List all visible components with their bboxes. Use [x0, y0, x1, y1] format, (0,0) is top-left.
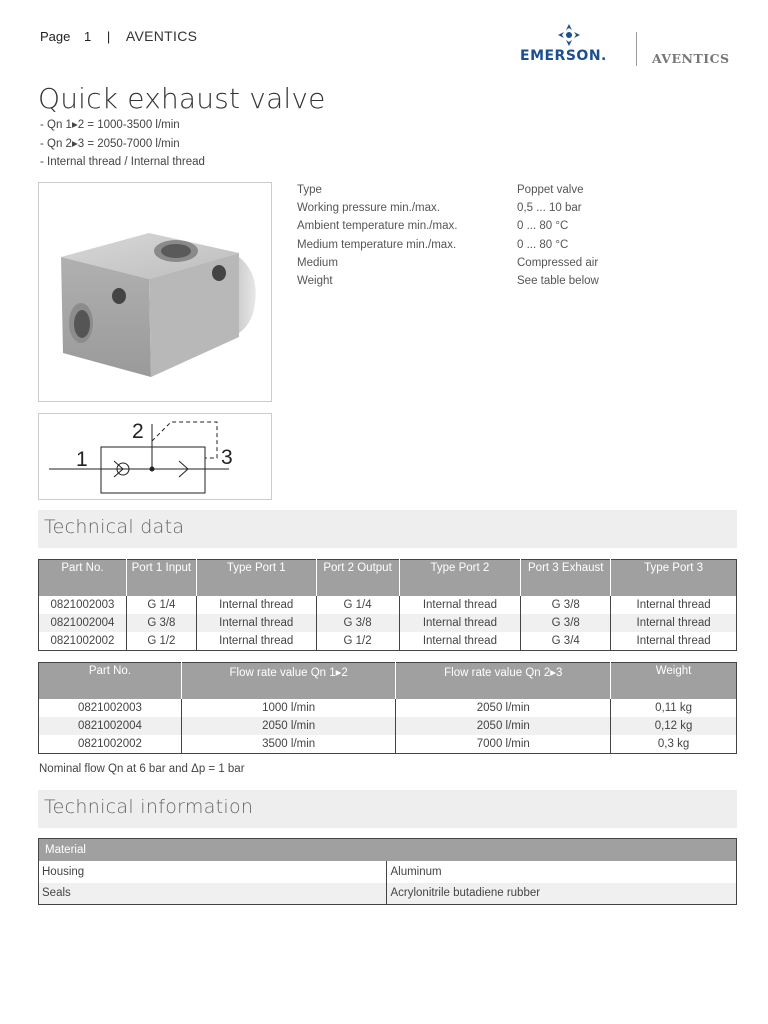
table-cell: Internal thread [611, 614, 737, 632]
column-header: Type Port 3 [611, 560, 737, 596]
quick-exhaust-valve-symbol-icon [39, 414, 271, 499]
table-cell: 1000 l/min [181, 699, 396, 717]
table-row [39, 883, 737, 905]
table-cell: 0,11 kg [611, 699, 737, 717]
spec-label: Medium temperature min./max. [297, 238, 457, 251]
table-cell: 0821002003 [39, 699, 182, 717]
table-cell: G 1/2 [316, 632, 399, 650]
table-cell: G 3/4 [521, 632, 611, 650]
column-header: Part No. [39, 560, 127, 596]
symbol-port-2-label: 2 [132, 420, 144, 443]
table-cell: G 3/8 [521, 596, 611, 614]
page-label: Page [40, 29, 71, 44]
spec-label: Ambient temperature min./max. [297, 220, 458, 233]
spec-value: See table below [517, 274, 599, 287]
emerson-logo-mark-icon [558, 24, 580, 46]
feature-list [40, 116, 205, 172]
section-title: Technical information [44, 796, 254, 818]
table-cell: Aluminum [387, 861, 737, 883]
flow-note: Nominal flow Qn at 6 bar and Δp = 1 bar [39, 763, 245, 775]
column-header: Flow rate value Qn 2▸3 [396, 663, 611, 699]
symbol-port-3-label: 3 [221, 446, 233, 469]
spec-label: Medium [297, 256, 338, 269]
page-title: Quick exhaust valve [38, 82, 326, 115]
pneumatic-symbol [38, 413, 272, 500]
table-row [39, 596, 737, 614]
technical-data-heading [38, 510, 737, 548]
feature-item: - Internal thread / Internal thread [40, 156, 205, 168]
table-cell: 0821002003 [39, 596, 127, 614]
table-header-row [39, 663, 737, 699]
aventics-wordmark: AVENTICS [652, 51, 730, 66]
table-cell: G 3/8 [521, 614, 611, 632]
product-image [38, 182, 272, 402]
table-cell: 0821002004 [39, 717, 182, 735]
table-cell: 2050 l/min [396, 699, 611, 717]
table-cell: G 1/2 [126, 632, 196, 650]
spec-row [297, 275, 717, 293]
spec-row [297, 202, 717, 220]
table-cell: 0,3 kg [611, 735, 737, 753]
feature-item: - Qn 2▸3 = 2050-7000 l/min [40, 137, 180, 150]
material-table [38, 838, 737, 905]
table-cell: Internal thread [399, 596, 521, 614]
table-row [39, 699, 737, 717]
page-header [40, 28, 197, 44]
spec-value: Poppet valve [517, 184, 584, 196]
table-cell: Internal thread [399, 632, 521, 650]
table-cell: Internal thread [196, 596, 316, 614]
table-row [39, 861, 737, 883]
column-header: Flow rate value Qn 1▸2 [181, 663, 396, 699]
table-cell: 2050 l/min [396, 717, 611, 735]
spec-label: Type [297, 184, 322, 196]
header-separator: | [106, 29, 111, 44]
symbol-port-1-label: 1 [76, 448, 88, 471]
table-cell: 0821002004 [39, 614, 127, 632]
column-header: Port 2 Output [316, 560, 399, 596]
spec-row [297, 184, 717, 202]
column-header: Part No. [39, 663, 182, 699]
table-cell: 0821002002 [39, 735, 182, 753]
spec-value: 0 ... 80 °C [517, 238, 569, 251]
table-cell: 2050 l/min [181, 717, 396, 735]
flow-rate-table [38, 662, 737, 754]
table-cell: 7000 l/min [396, 735, 611, 753]
table-cell: G 1/4 [316, 596, 399, 614]
table-cell: Acrylonitrile butadiene rubber [387, 883, 737, 905]
table-cell: Internal thread [611, 596, 737, 614]
logo-divider [636, 32, 637, 66]
spec-value: 0 ... 80 °C [517, 220, 569, 233]
table-cell: 0821002002 [39, 632, 127, 650]
column-header: Port 1 Input [126, 560, 196, 596]
table-row [39, 717, 737, 735]
table-row [39, 614, 737, 632]
spec-row [297, 239, 717, 257]
table-cell: Housing [39, 861, 387, 883]
section-title: Technical data [44, 516, 185, 538]
technical-information-heading [38, 790, 737, 828]
spec-value: 0,5 ... 10 bar [517, 202, 582, 215]
column-header: Type Port 1 [196, 560, 316, 596]
table-cell: G 1/4 [126, 596, 196, 614]
spec-value: Compressed air [517, 256, 599, 269]
table-cell: Internal thread [196, 614, 316, 632]
column-header: Material [39, 839, 737, 861]
column-header: Type Port 2 [399, 560, 521, 596]
table-header-row [39, 560, 737, 596]
feature-item: - Qn 1▸2 = 1000-3500 l/min [40, 119, 180, 131]
column-header: Port 3 Exhaust [521, 560, 611, 596]
spec-label: Weight [297, 274, 333, 287]
table-cell: G 3/8 [126, 614, 196, 632]
table-cell: Internal thread [196, 632, 316, 650]
table-cell: Internal thread [399, 614, 521, 632]
table-cell: G 3/8 [316, 614, 399, 632]
table-header-row [39, 839, 737, 861]
spec-row [297, 220, 717, 238]
table-cell: 3500 l/min [181, 735, 396, 753]
header-brand: AVENTICS [125, 28, 198, 44]
column-header: Weight [611, 663, 737, 699]
table-cell: 0,12 kg [611, 717, 737, 735]
table-row [39, 735, 737, 753]
emerson-aventics-logo [520, 24, 754, 68]
spec-row [297, 257, 717, 275]
emerson-wordmark: EMERSON. [520, 48, 607, 64]
valve-block-illustration [39, 183, 271, 401]
table-row [39, 632, 737, 650]
table-cell: Seals [39, 883, 387, 905]
table-cell: Internal thread [611, 632, 737, 650]
spec-list [297, 184, 717, 293]
ports-table [38, 559, 737, 651]
page-number: 1 [84, 29, 92, 44]
spec-label: Working pressure min./max. [297, 202, 440, 215]
